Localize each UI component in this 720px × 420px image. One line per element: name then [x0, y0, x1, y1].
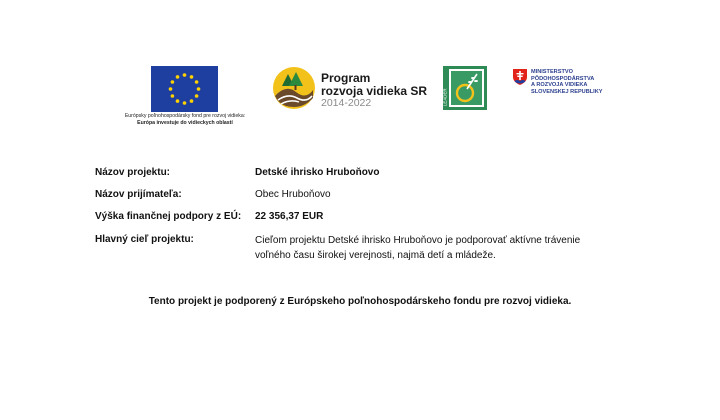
- project-name-value: Detské ihrisko Hruboňovo: [255, 167, 380, 178]
- project-name-label: Názov projektu:: [95, 167, 171, 178]
- prv-years: 2014-2022: [321, 97, 372, 109]
- ministry-line3: A ROZVOJA VIDIEKA: [531, 82, 588, 89]
- recipient-value: Obec Hruboňovo: [255, 189, 331, 200]
- funding-label: Výška finančnej podpory z EÚ:: [95, 211, 242, 222]
- ministry-line2: PÔDOHOSPODÁRSTVA: [531, 75, 595, 82]
- ministry-line1: MINISTERSTVO: [531, 69, 573, 75]
- leader-logo-icon: [443, 66, 487, 110]
- ministry-name: [531, 69, 603, 95]
- goal-label: Hlavný cieľ projektu:: [95, 234, 194, 245]
- prv-title-line2: rozvoja vidieka SR: [321, 84, 428, 98]
- funding-value: 22 356,37 EUR: [255, 211, 324, 222]
- eu-caption-line2: Európa investuje do vidieckych oblastí: [137, 120, 233, 126]
- funding-statement: Tento projekt je podporený z Európskeho poľnohospodárskeho fondu pre rozvoj vidieka.: [148, 296, 572, 307]
- prv-title-line1: Program: [321, 71, 371, 85]
- goal-value: Cieľom projektu Detské ihrisko Hruboňovo je podporovať aktívne trávenie voľného času širokej verejnosti, najmä detí a mládeže.: [255, 235, 581, 261]
- slovak-crest-icon: [513, 69, 527, 85]
- prv-emblem-icon: [272, 66, 316, 110]
- eu-flag-icon: [151, 66, 218, 112]
- ministry-line4: SLOVENSKEJ REPUBLIKY: [531, 88, 603, 95]
- eu-caption-line1: Európsky poľnohospodársky fond pre rozvoj vidieka:: [124, 113, 246, 119]
- leader-text: LEADER: [443, 88, 448, 106]
- recipient-label: Názov prijímateľa:: [95, 189, 182, 200]
